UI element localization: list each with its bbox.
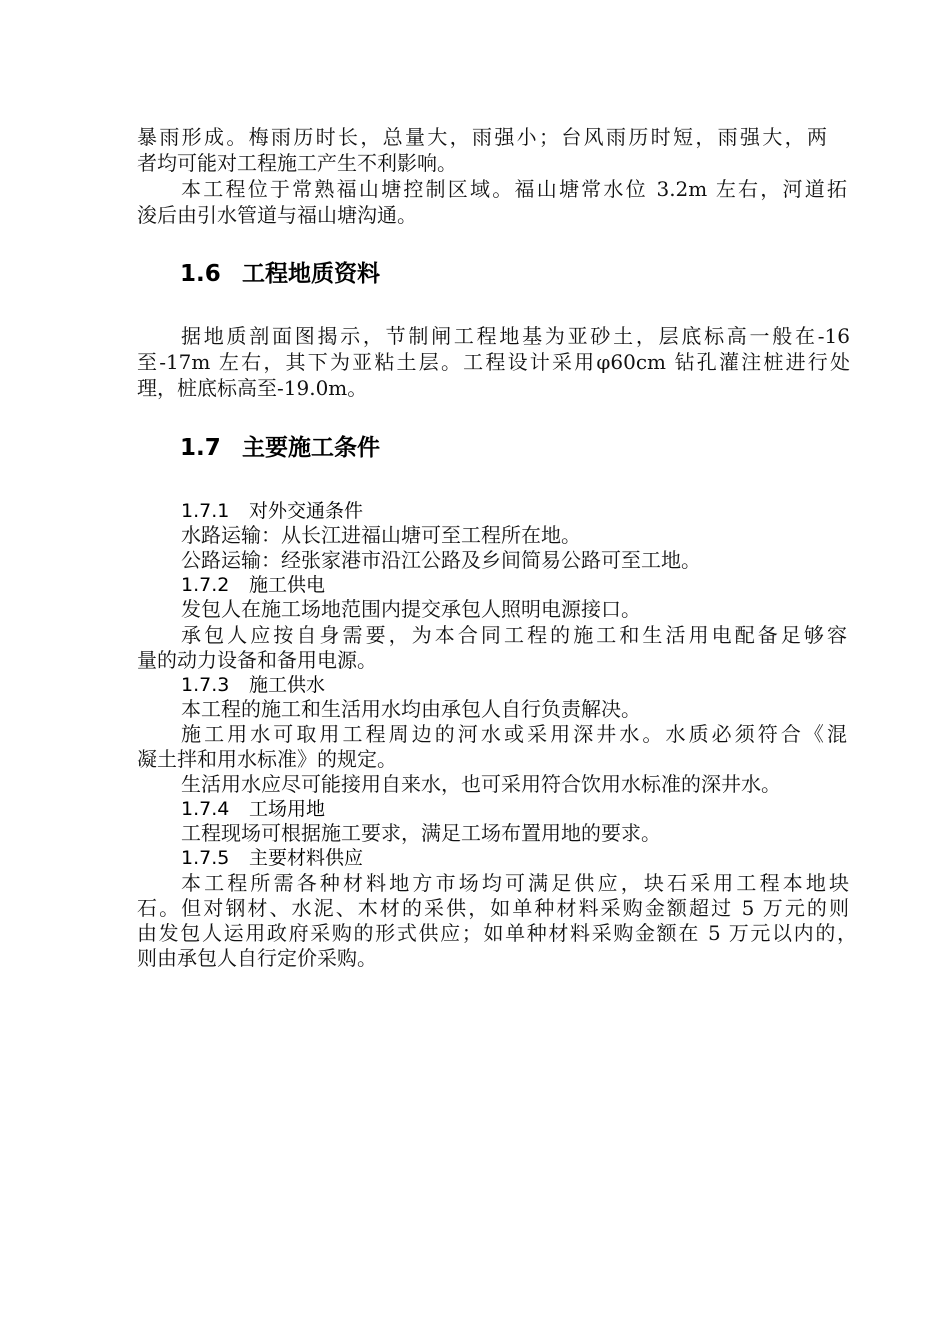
subsection-title: 工场用地 bbox=[249, 798, 326, 820]
paragraph-line: 发包人在施工场地范围内提交承包人照明电源接口。 bbox=[181, 597, 641, 621]
paragraph-line: 本工程位于常熟福山塘控制区域。福山塘常水位 3.2m 左右，河道拓 bbox=[181, 177, 847, 201]
paragraph-line: 本工程所需各种材料地方市场均可满足供应，块石采用工程本地块 bbox=[181, 871, 849, 895]
subsection-number: 1.7.4 bbox=[181, 798, 230, 820]
subsection-heading-1-7-5 bbox=[181, 846, 363, 870]
paragraph-line: 则由承包人自行定价采购。 bbox=[137, 946, 377, 970]
paragraph-line: 承包人应按自身需要，为本合同工程的施工和生活用电配备足够容 bbox=[181, 623, 847, 647]
paragraph-line: 由发包人运用政府采购的形式供应；如单种材料采购金额在 5 万元以内的， bbox=[137, 921, 857, 945]
paragraph-line: 者均可能对工程施工产生不利影响。 bbox=[137, 151, 457, 175]
section-number: 1.6 bbox=[180, 261, 221, 287]
subsection-title: 主要材料供应 bbox=[249, 847, 364, 869]
paragraph-line: 至-17m 左右，其下为亚粘土层。工程设计采用φ60cm 钻孔灌注桩进行处 bbox=[137, 350, 850, 374]
section-heading-1-7 bbox=[180, 434, 380, 462]
section-heading-1-6 bbox=[180, 260, 380, 288]
subsection-heading-1-7-1 bbox=[181, 499, 363, 523]
subsection-number: 1.7.5 bbox=[181, 847, 230, 869]
paragraph-line: 暴雨形成。梅雨历时长，总量大，雨强小；台风雨历时短，雨强大，两 bbox=[137, 125, 827, 149]
section-title: 主要施工条件 bbox=[242, 435, 380, 461]
subsection-number: 1.7.3 bbox=[181, 674, 230, 696]
subsection-title: 施工供水 bbox=[249, 674, 326, 696]
paragraph-line: 本工程的施工和生活用水均由承包人自行负责解决。 bbox=[181, 697, 641, 721]
paragraph-line: 施工用水可取用工程周边的河水或采用深井水。水质必须符合《混 bbox=[181, 722, 847, 746]
subsection-title: 对外交通条件 bbox=[249, 500, 364, 522]
subsection-heading-1-7-4 bbox=[181, 797, 325, 821]
paragraph-line: 水路运输：从长江进福山塘可至工程所在地。 bbox=[181, 523, 581, 547]
paragraph-line: 浚后由引水管道与福山塘沟通。 bbox=[137, 203, 417, 227]
subsection-title: 施工供电 bbox=[249, 574, 326, 596]
subsection-heading-1-7-3 bbox=[181, 673, 325, 697]
subsection-number: 1.7.1 bbox=[181, 500, 230, 522]
paragraph-line: 公路运输：经张家港市沿江公路及乡间简易公路可至工地。 bbox=[181, 548, 701, 572]
subsection-number: 1.7.2 bbox=[181, 574, 230, 596]
paragraph-line: 理，桩底标高至-19.0m。 bbox=[137, 376, 368, 400]
paragraph-line: 工程现场可根据施工要求，满足工场布置用地的要求。 bbox=[181, 821, 661, 845]
paragraph-line: 石。但对钢材、水泥、木材的采供，如单种材料采购金额超过 5 万元的则 bbox=[137, 896, 849, 920]
paragraph-line: 凝土拌和用水标准》的规定。 bbox=[137, 747, 397, 771]
section-number: 1.7 bbox=[180, 435, 221, 461]
paragraph-line: 生活用水应尽可能接用自来水，也可采用符合饮用水标准的深井水。 bbox=[181, 772, 781, 796]
subsection-heading-1-7-2 bbox=[181, 573, 325, 597]
paragraph-line: 量的动力设备和备用电源。 bbox=[137, 648, 377, 672]
paragraph-line: 据地质剖面图揭示，节制闸工程地基为亚砂土，层底标高一般在-16 bbox=[181, 324, 850, 348]
section-title: 工程地质资料 bbox=[242, 261, 380, 287]
